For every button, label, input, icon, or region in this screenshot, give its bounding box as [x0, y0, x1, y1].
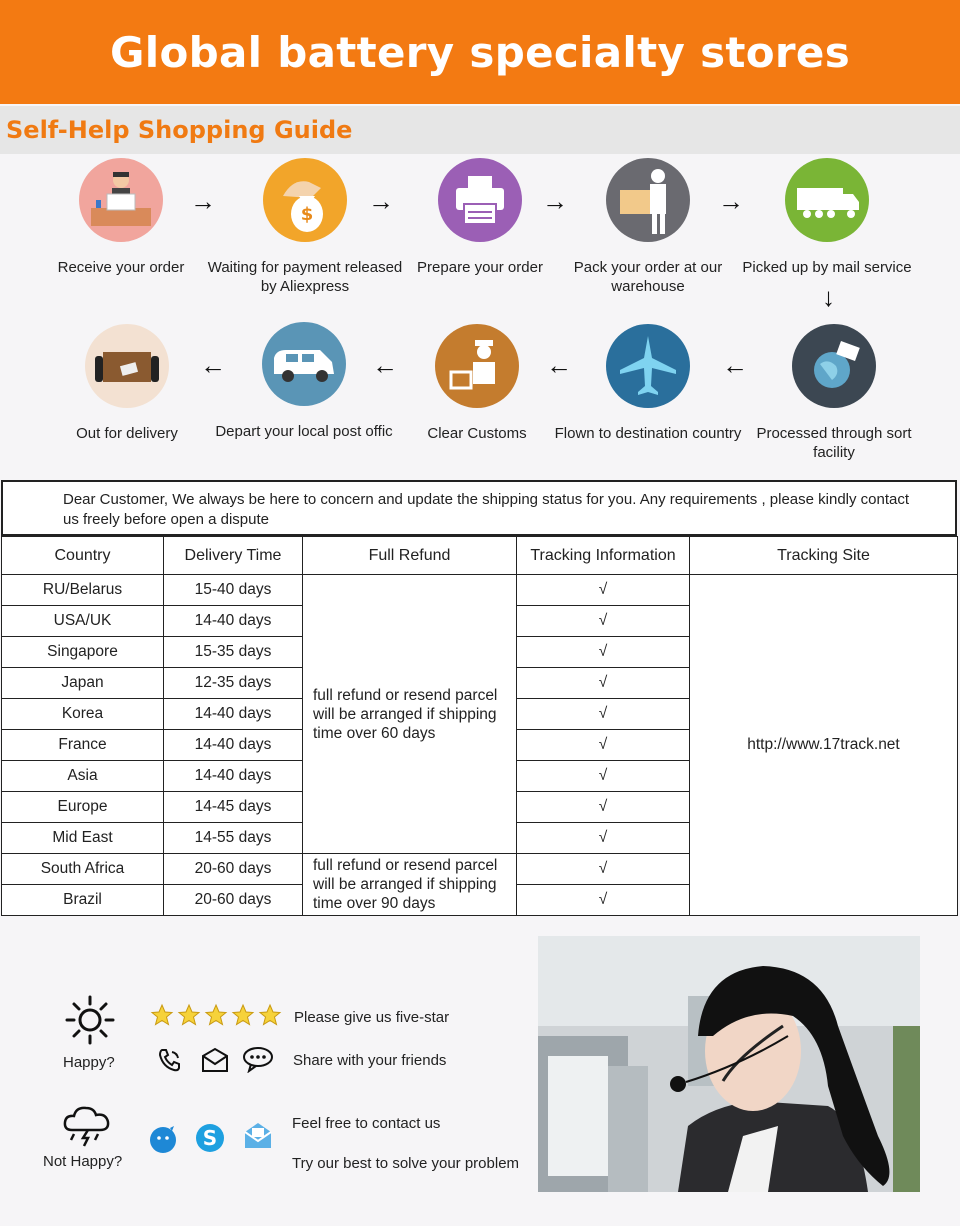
step-waiting-payment [205, 158, 405, 296]
tracking-check-cell: √ [517, 885, 690, 916]
customer-service-photo [538, 936, 920, 1192]
bubble-chat-icon[interactable] [148, 1124, 178, 1159]
tracking-check-cell: √ [517, 761, 690, 792]
header-banner [0, 0, 960, 104]
arrow-down-icon: ↓ [822, 282, 835, 312]
tracking-check-cell: √ [517, 854, 690, 885]
cashier-icon [79, 158, 163, 242]
skype-icon[interactable] [194, 1122, 226, 1159]
star-icon [204, 1003, 228, 1027]
step-label: Prepare your order [417, 259, 543, 276]
header-tracking-information: Tracking Information [517, 537, 690, 575]
delivery-time-cell: 15-35 days [164, 637, 303, 668]
country-cell: RU/Belarus [2, 575, 164, 606]
van-icon [262, 322, 346, 406]
country-cell: France [2, 730, 164, 761]
country-cell: Brazil [2, 885, 164, 916]
guide-title: Self-Help Shopping Guide [6, 116, 353, 144]
customs-officer-icon [435, 324, 519, 408]
header-tracking-site: Tracking Site [690, 537, 958, 575]
storm-cloud-icon [60, 1102, 114, 1153]
mail-icon[interactable] [200, 1046, 230, 1079]
table-header-row [2, 537, 958, 575]
sun-icon [64, 994, 116, 1051]
svg-text:S: S [202, 1126, 218, 1150]
table-row [2, 575, 958, 606]
share-text: Share with your friends [293, 1052, 447, 1069]
step-label: Out for delivery [76, 425, 178, 442]
step-label: Pack your order at our warehouse [573, 259, 723, 295]
step-label: Depart your local post offic [215, 423, 393, 440]
refund-90-cell: full refund or resend parcel will be arranged if shipping time over 90 days [303, 854, 517, 916]
refund-60-cell: full refund or resend parcel will be arranged if shipping time over 60 days [303, 575, 517, 854]
step-pack-order [548, 158, 748, 296]
phone-icon[interactable] [156, 1046, 184, 1079]
tracking-check-cell: √ [517, 606, 690, 637]
country-cell: Singapore [2, 637, 164, 668]
step-label: Waiting for payment released by Aliexpress [207, 259, 403, 295]
arrow-right-icon: → [368, 186, 394, 216]
customer-notice [1, 480, 957, 536]
tracking-check-cell: √ [517, 668, 690, 699]
happy-label: Happy? [63, 1054, 115, 1071]
tracking-check-cell: √ [517, 823, 690, 854]
contact-text: Feel free to contact us [292, 1115, 441, 1132]
star-icon [150, 1003, 174, 1027]
tracking-check-cell: √ [517, 575, 690, 606]
star-icon [258, 1003, 282, 1027]
star-icon [177, 1003, 201, 1027]
country-cell: Asia [2, 761, 164, 792]
step-label: Picked up by mail service [742, 259, 912, 276]
step-label: Clear Customs [427, 425, 527, 442]
tracking-check-cell: √ [517, 699, 690, 730]
header-delivery-time: Delivery Time [164, 537, 303, 575]
not-happy-label: Not Happy? [43, 1153, 123, 1170]
step-sort-facility [734, 324, 934, 462]
delivery-time-cell: 12-35 days [164, 668, 303, 699]
notice-text: Dear Customer, We always be here to concern and update the shipping status for you. Any requirements , please kindly contact us freely before open a dispute [63, 491, 910, 528]
delivery-time-cell: 14-40 days [164, 730, 303, 761]
arrow-left-icon: ← [722, 350, 748, 380]
five-star-text: Please give us five-star [294, 1009, 450, 1026]
globe-mail-icon [792, 324, 876, 408]
arrow-right-icon: → [190, 186, 216, 216]
arrow-left-icon: ← [200, 350, 226, 380]
country-cell: Mid East [2, 823, 164, 854]
arrow-left-icon: ← [372, 350, 398, 380]
solve-text: Try our best to solve your problem [292, 1155, 520, 1172]
country-cell: USA/UK [2, 606, 164, 637]
tracking-check-cell: √ [517, 730, 690, 761]
step-picked-up [727, 158, 927, 277]
delivery-time-cell: 20-60 days [164, 885, 303, 916]
delivery-time-cell: 14-55 days [164, 823, 303, 854]
svg-text:$: $ [300, 204, 314, 225]
step-flown [548, 324, 748, 443]
step-clear-customs [377, 324, 577, 443]
delivery-time-cell: 15-40 days [164, 575, 303, 606]
header-full-refund: Full Refund [303, 537, 517, 575]
chat-icon[interactable] [242, 1045, 274, 1078]
tracking-check-cell: √ [517, 637, 690, 668]
arrow-right-icon: → [542, 186, 568, 216]
country-cell: South Africa [2, 854, 164, 885]
truck-icon [785, 158, 869, 242]
country-cell: Korea [2, 699, 164, 730]
printer-icon [438, 158, 522, 242]
packing-icon [606, 158, 690, 242]
delivery-time-cell: 14-45 days [164, 792, 303, 823]
arrow-left-icon: ← [546, 350, 572, 380]
step-label: Flown to destination country [554, 425, 742, 442]
tracking-site-cell[interactable]: http://www.17track.net [690, 575, 958, 916]
envelope-icon[interactable] [242, 1120, 274, 1157]
delivery-time-cell: 14-40 days [164, 699, 303, 730]
parcel-icon [85, 324, 169, 408]
delivery-time-cell: 20-60 days [164, 854, 303, 885]
step-receive-order [21, 158, 221, 277]
delivery-time-cell: 14-40 days [164, 606, 303, 637]
star-icon [231, 1003, 255, 1027]
country-cell: Europe [2, 792, 164, 823]
banner-title: Global battery specialty stores [110, 27, 850, 77]
five-star-rating[interactable] [150, 1003, 282, 1027]
delivery-time-cell: 14-40 days [164, 761, 303, 792]
header-country: Country [2, 537, 164, 575]
money-bag-icon [263, 158, 347, 242]
step-depart-post-office [204, 322, 404, 441]
step-out-for-delivery [27, 324, 227, 443]
airplane-icon [606, 324, 690, 408]
country-cell: Japan [2, 668, 164, 699]
step-label: Receive your order [57, 259, 185, 276]
step-label: Processed through sort facility [756, 425, 912, 461]
arrow-right-icon: → [718, 186, 744, 216]
shipping-table [1, 536, 958, 916]
tracking-check-cell: √ [517, 792, 690, 823]
